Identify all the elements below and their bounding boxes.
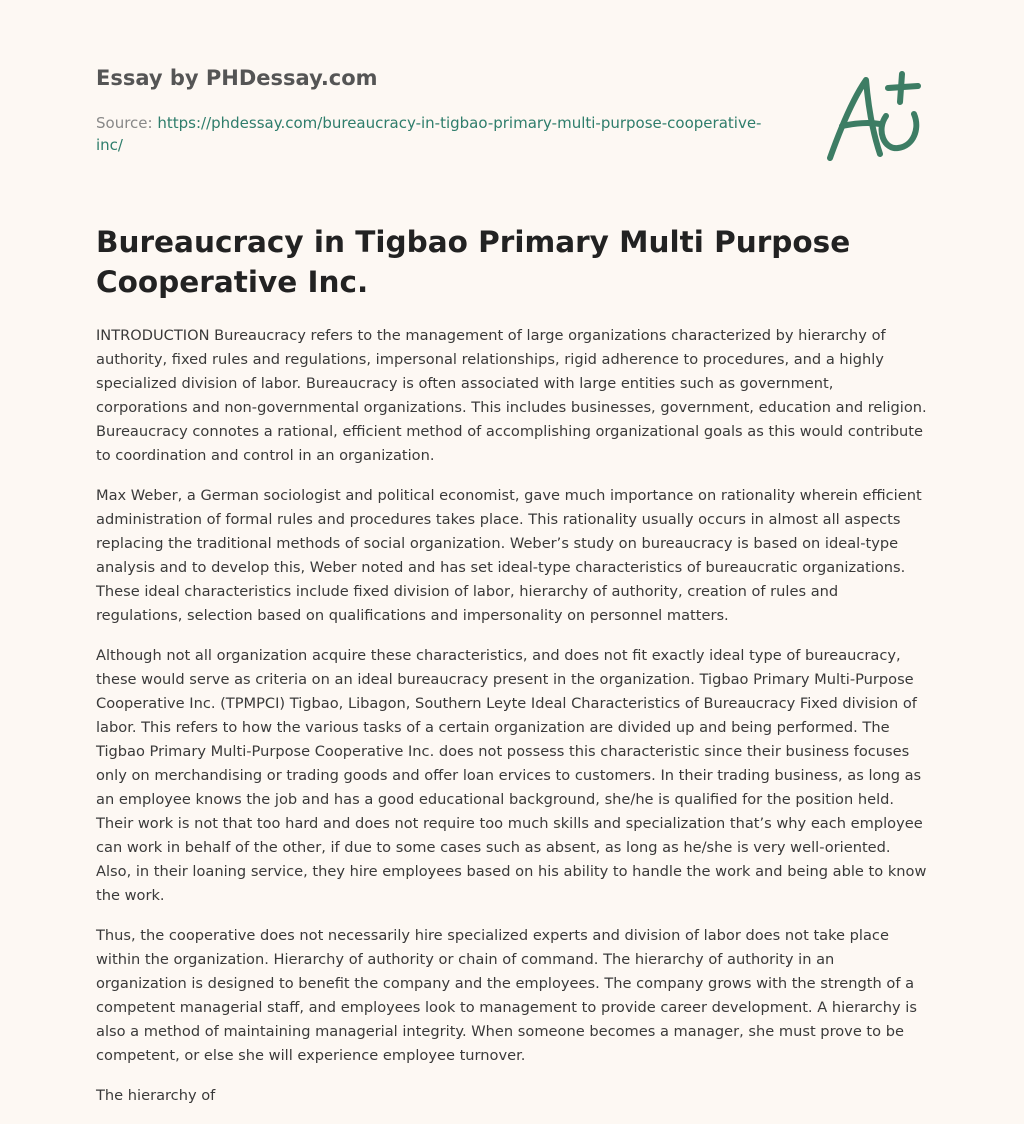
page-title: Bureaucracy in Tigbao Primary Multi Purpose Cooperative Inc. [96,225,851,299]
essay-paragraph: Although not all organization acquire these characteristics, and does not fit exactly ideal type of bureaucracy, these would serve as criteria on an ideal bureaucracy present in the organization. Tigbao Primary Multi-Purpose Cooperative Inc. (TPMPCI) Tigbao, Libagon, Southern Leyte Ideal Characteristics of Bureaucracy Fixed division of labor. This refers to how the various tasks of a certain organization are divided up and being performed. The Tigbao Primary Multi-Purpose Cooperative Inc. does not possess this characteristic since their business focuses only on merchandising or trading goods and offer loan ervices to customers. In their trading business, as long as an employee knows the job and has a good educational background, she/he is qualified for the position held. Their work is not that too hard and does not require too much skills and specialization that’s why each employee can work in behalf of the other, if due to some cases such as absent, as long as he/she is very well-oriented. Also, in their loaning service, they hire employees based on his ability to handle the work and being able to know the work. [96,647,927,904]
page-header [96,0,928,200]
essay-page [96,0,928,1104]
a-plus-grade-icon [822,68,926,164]
site-brand: Essay by PHDessay.com [96,66,378,90]
source-link[interactable]: https://phdessay.com/bureaucracy-in-tigbao-primary-multi-purpose-cooperative-inc/ [96,114,762,154]
circle-stroke [882,114,917,148]
letter-a-crossbar [842,123,880,126]
essay-paragraph: Thus, the cooperative does not necessarily hire specialized experts and division of labor does not take place within the organization. Hierarchy of authority or chain of command. The hierarchy of authority in an organization is designed to benefit the company and the employees. The company grows with the strength of a competent managerial staff, and employees look to management to provide career development. A hierarchy is also a method of maintaining managerial integrity. When someone becomes a manager, she must prove to be competent, or else she will experience employee turnover. [96,927,917,1064]
essay-paragraph: The hierarchy of [96,1087,216,1104]
plus-horizontal [888,86,918,88]
source-line [96,112,766,156]
essay-body [96,324,928,1124]
source-label: Source: [96,114,153,132]
letter-a-stroke [830,80,880,158]
essay-paragraph: INTRODUCTION Bureaucracy refers to the management of large organizations characterized by hierarchy of authority, fixed rules and regulations, impersonal relationships, rigid adherence to procedures, and a highly specialized division of labor. Bureaucracy is often associated with large entities such as government, corporations and non-governmental organizations. This includes businesses, government, education and religion. Bureaucracy connotes a rational, efficient method of accomplishing organizational goals as this would contribute to coordination and control in an organization. [96,327,927,464]
essay-paragraph: Max Weber, a German sociologist and political economist, gave much importance on rationality wherein efficient administration of formal rules and procedures takes place. This rationality usually occurs in almost all aspects replacing the traditional methods of social organization. Weber’s study on bureaucracy is based on ideal-type analysis and to develop this, Weber noted and has set ideal-type characteristics of bureaucratic organizations. These ideal characteristics include fixed division of labor, hierarchy of authority, creation of rules and regulations, selection based on qualifications and impersonality on personnel matters. [96,487,922,624]
